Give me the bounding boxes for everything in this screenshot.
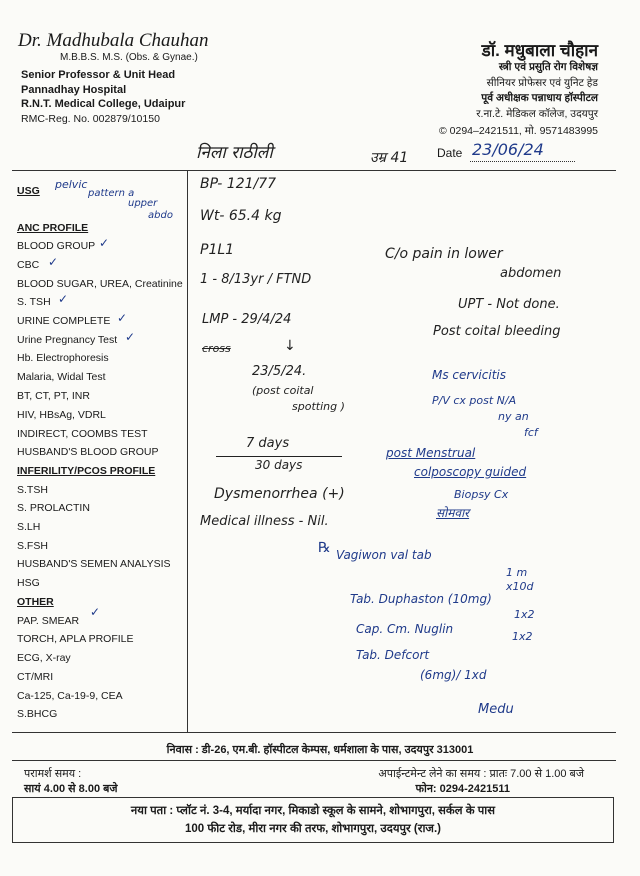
anc-item: URINE COMPLETE [17,315,111,327]
medication-dose: x10d [506,580,534,593]
date-value: 23/06/24 [472,140,544,159]
doctor-title: Senior Professor & Unit Head [21,69,176,81]
medication: Tab. Defcort [356,648,430,662]
exam-note: P/V cx post N/A [432,394,517,407]
check-icon: ✓ [48,255,59,269]
sidebar-usg: USG [17,185,40,197]
doctor-signature: Medu [478,702,514,717]
check-icon: ✓ [125,330,136,344]
anc-item: BLOOD SUGAR, UREA, Creatinine [17,278,183,290]
phone-hindi: © 0294–2421511, मो. 9571483995 [438,125,598,137]
anc-item: Urine Pregnancy Test [17,334,118,346]
patient-age: उम्र 41 [370,150,409,166]
vitals-weight: Wt- 65.4 kg [200,208,282,224]
medication-dose: 1 m [506,566,528,579]
sidebar-divider [187,170,188,732]
postcoital-note: spotting ) [292,400,345,413]
other-item: S.BHCG [17,708,58,720]
new-address-box [12,797,614,843]
patient-name: निला राठीली [196,143,273,163]
anc-item: S. TSH [17,296,51,308]
sidebar-anc-heading: ANC PROFILE [17,222,89,234]
exam-note: Ms cervicitis [432,368,506,382]
usg-note: abdo [148,210,173,221]
medical-history: Medical illness - Nil. [200,514,329,529]
hospital-hindi: पूर्व अधीक्षक पन्नाधाय हॉस्पीटल [481,92,598,104]
arrow-icon: ↓ [284,338,296,354]
plan-note: colposcopy guided [414,465,527,479]
anc-item: BLOOD GROUP [17,240,96,252]
check-icon: ✓ [58,292,69,306]
obstetric-detail: 1 - 8/13yr / FTND [200,272,312,287]
complaint-note: abdomen [500,266,562,281]
plan-note: Biopsy Cx [454,488,509,501]
vitals-bp: BP- 121/77 [200,176,277,192]
check-icon: ✓ [117,311,128,325]
bottom-divider [12,732,616,733]
consult-time: सायं 4.00 से 8.00 बजे [24,783,118,795]
new-address-line: नया पता : प्लॉट नं. 3-4, मर्यादा नगर, मिकाडो स्कूल के सामने, शोभागपुरा, सर्कल के पास [130,805,496,817]
title-hindi: सीनियर प्रोफेसर एवं युनिट हेड [486,77,598,89]
doctor-name-hindi: डॉ. मधुबाला चौहान [481,41,598,60]
date-note: 23/5/24. [252,364,307,379]
usg-note: upper [128,198,158,209]
doctor-name: Dr. Madhubala Chauhan [18,30,209,51]
footer-divider [12,760,616,761]
sidebar-other-heading: OTHER [17,596,54,608]
anc-item: BT, CT, PT, INR [17,390,90,402]
exam-note: fcf [524,426,538,439]
plan-note: post Menstrual [386,446,476,460]
obstetric-history: P1L1 [200,242,235,258]
anc-item: Malaria, Widal Test [17,371,106,383]
medication-dose: (6mg)/ 1xd [420,668,487,682]
medication-dose: 1x2 [512,630,533,643]
registration-number: RMC-Reg. No. 002879/10150 [21,113,160,125]
check-icon: ✓ [99,236,110,250]
other-item: CT/MRI [17,671,54,683]
inf-item: S.TSH [17,484,48,496]
college-name: R.N.T. Medical College, Udaipur [21,98,186,110]
usg-note: pattern a [88,188,135,199]
medication: Vagiwon val tab [336,548,432,562]
appointment-time: अपाईन्टमेन्ट लेने का समय : प्रातः 7.00 से 1.00 बजे [378,768,584,780]
college-hindi: र.ना.टे. मेडिकल कॉलेज, उदयपुर [476,108,598,120]
anc-item: HIV, HBsAg, VDRL [17,409,106,421]
inf-item: HUSBAND'S SEMEN ANALYSIS [17,558,171,570]
cycle-interval: 30 days [255,458,303,472]
anc-item: HUSBAND'S BLOOD GROUP [17,446,159,458]
doctor-degrees: M.B.B.S. M.S. (Obs. & Gynae.) [60,52,198,63]
other-item: ECG, X-ray [17,652,71,664]
other-item: TORCH, APLA PROFILE [17,633,134,645]
exam-note: ny an [498,410,529,423]
rx-icon: ℞ [318,540,331,556]
residence-address: निवास : डी-26, एम.बी. हॉस्पीटल केम्पस, धर्मशाला के पास, उदयपुर 313001 [166,744,474,756]
plan-note: सोमवार [436,506,470,520]
hospital-name: Pannadhay Hospital [21,84,127,96]
dysmenorrhea-note: Dysmenorrhea (+) [214,486,345,502]
sidebar-infertility-heading: INFERILITY/PCOS PROFILE [17,465,156,477]
medication: Tab. Duphaston (10mg) [350,592,492,606]
postcoital-note: (post coital [252,384,314,397]
medication-dose: 1x2 [514,608,535,621]
lmp-note: LMP - 29/4/24 [202,312,292,327]
inf-item: S.LH [17,521,41,533]
struck-note: cross [202,342,231,355]
inf-item: HSG [17,577,40,589]
check-icon: ✓ [90,605,101,619]
usg-note: pelvic [55,178,88,191]
new-address-line: 100 फीट रोड, मीरा नगर की तरफ, शोभागपुरा, उदयपुर (राज.) [185,823,441,835]
inf-item: S.FSH [17,540,48,552]
date-label: Date [437,146,463,160]
complaint-note: Post coital bleeding [433,324,561,339]
cycle-days: 7 days [246,436,290,451]
consult-label: परामर्श समय : [24,768,82,780]
anc-item: INDIRECT, COOMBS TEST [17,428,148,440]
inf-item: S. PROLACTIN [17,502,90,514]
anc-item: CBC [17,259,40,271]
other-item: PAP. SMEAR [17,615,80,627]
medication: Cap. Cm. Nuglin [356,622,454,636]
other-item: Ca-125, Ca-19-9, CEA [17,690,123,702]
complaint-note: C/o pain in lower [385,246,503,262]
footer-phone: फोन: 0294-2421511 [415,783,510,795]
anc-item: Hb. Electrophoresis [17,352,109,364]
upt-note: UPT - Not done. [458,297,560,312]
top-divider [12,170,616,171]
specialty-hindi: स्त्री एवं प्रसुति रोग विशेषज्ञ [498,61,598,73]
